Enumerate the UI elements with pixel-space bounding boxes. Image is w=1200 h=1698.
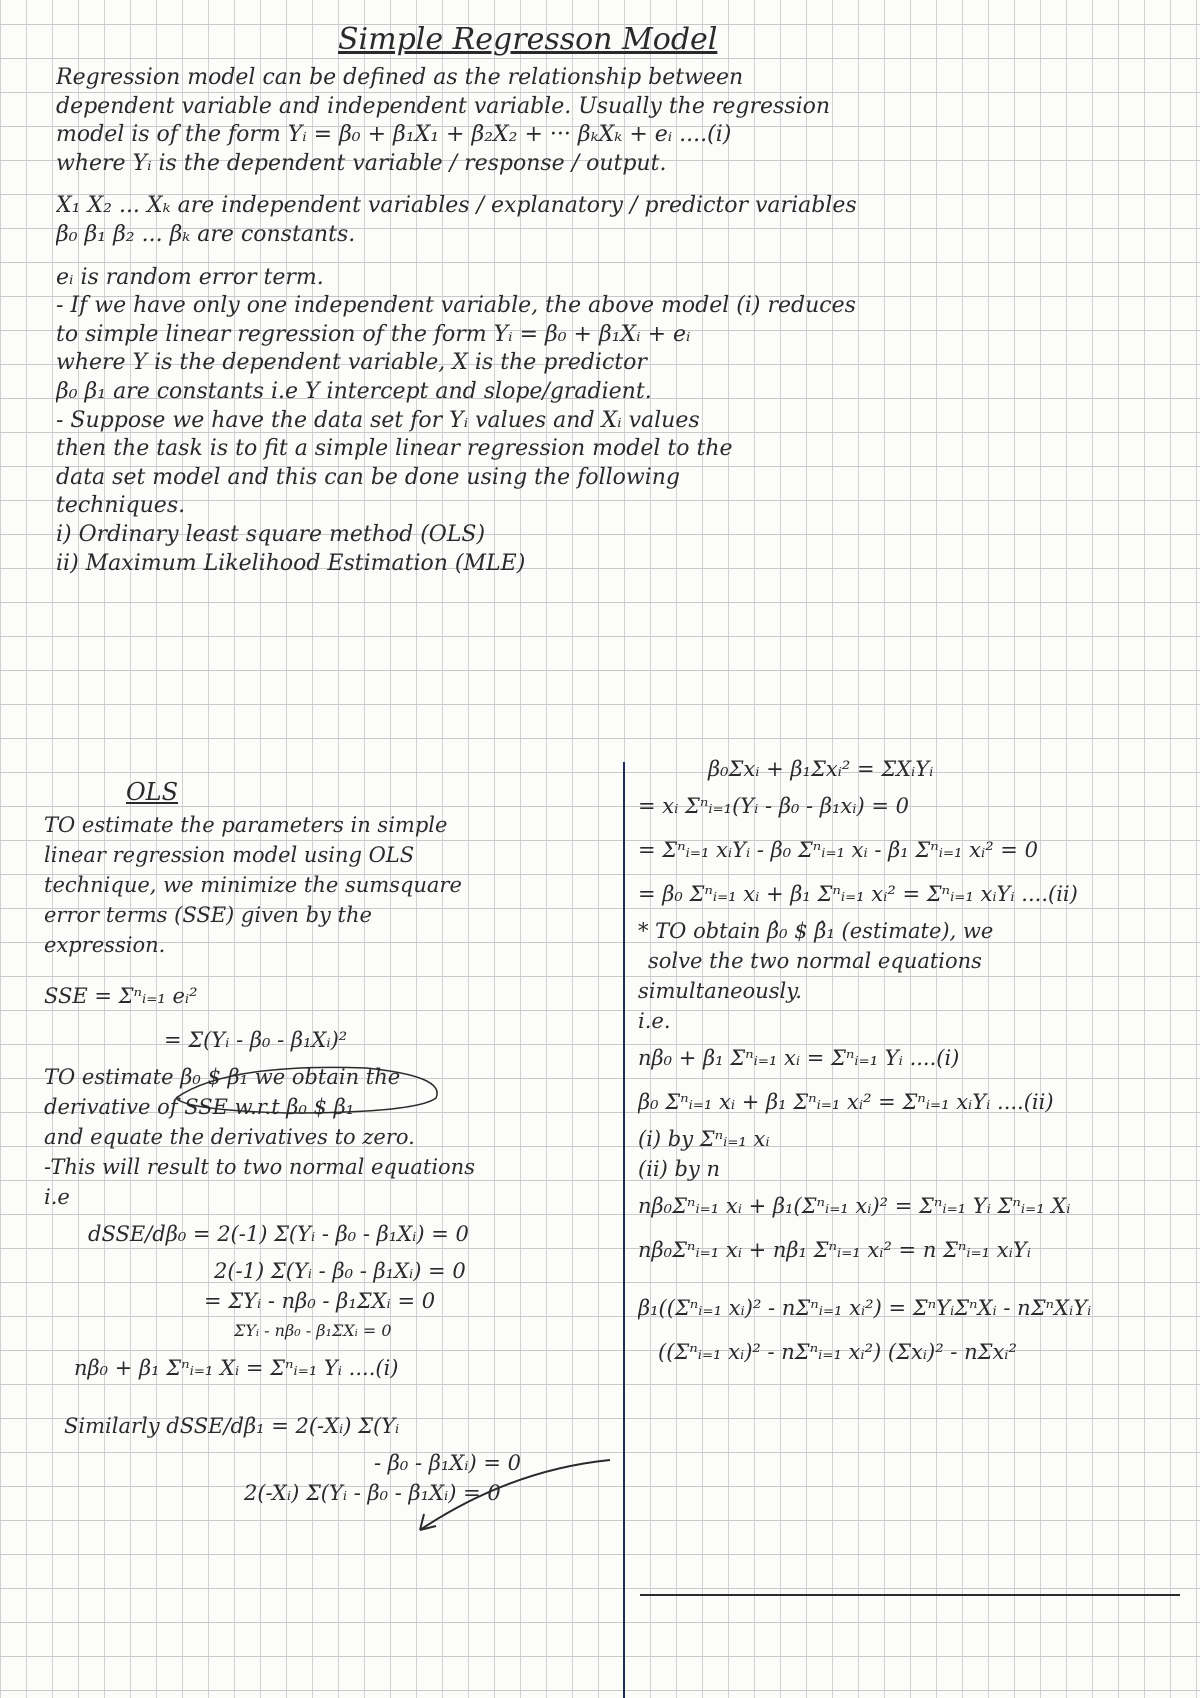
left-line: error terms (SSE) given by the: [44, 903, 372, 927]
right-line: simultaneously.: [638, 979, 802, 1003]
intro-line: - Suppose we have the data set for Yᵢ values and Xᵢ values: [56, 407, 700, 433]
left-line: derivative of SSE w.r.t β₀ $ β₁: [44, 1095, 355, 1119]
right-line: (ii) by n: [638, 1157, 721, 1181]
intro-line: data set model and this can be done using the following: [56, 464, 681, 490]
intro-line: model is of the form Yᵢ = β₀ + β₁X₁ + β₂X₂ + ··· βₖXₖ + eᵢ ....(i): [56, 122, 732, 148]
intro-section: [56, 64, 1176, 578]
intro-line: β₀ β₁ are constants i.e Y intercept and slope/gradient.: [56, 378, 652, 404]
right-line: (i) by Σⁿᵢ₌₁ xᵢ: [638, 1127, 770, 1151]
intro-line: then the task is to fit a simple linear regression model to the: [56, 436, 733, 462]
line-gap: [638, 1272, 1178, 1286]
normal-equation-1: nβ₀ + β₁ Σⁿᵢ₌₁ Xᵢ = Σⁿᵢ₌₁ Yᵢ ....(i): [74, 1356, 399, 1380]
intro-line: dependent variable and independent variable. Usually the regression: [56, 93, 831, 119]
left-line: ΣYᵢ - nβ₀ - β₁ΣXᵢ = 0: [234, 1321, 392, 1340]
line-gap: [56, 250, 1176, 264]
intro-line: ii) Maximum Likelihood Estimation (MLE): [56, 550, 526, 576]
sse-expansion: = Σ(Yᵢ - β₀ - β₁Xᵢ)²: [164, 1028, 348, 1052]
right-line: β₀ Σⁿᵢ₌₁ xᵢ + β₁ Σⁿᵢ₌₁ xᵢ² = Σⁿᵢ₌₁ xᵢYᵢ ....(ii): [638, 1090, 1054, 1114]
sse-equation: SSE = Σⁿᵢ₌₁ eᵢ²: [44, 984, 198, 1008]
intro-line: eᵢ is random error term.: [56, 264, 324, 290]
intro-line: techniques.: [56, 493, 186, 519]
column-divider: [623, 762, 625, 1698]
intro-line: - If we have only one independent variable, the above model (i) reduces: [56, 293, 856, 319]
right-line: β₀Σxᵢ + β₁Σxᵢ² = ΣXᵢYᵢ: [708, 757, 934, 781]
right-line: nβ₀Σⁿᵢ₌₁ xᵢ + nβ₁ Σⁿᵢ₌₁ xᵢ² = n Σⁿᵢ₌₁ xᵢYᵢ: [638, 1238, 1031, 1262]
beta1-numerator-line: β₁((Σⁿᵢ₌₁ xᵢ)² - nΣⁿᵢ₌₁ xᵢ²) = ΣⁿYᵢΣⁿXᵢ - nΣⁿXᵢYᵢ: [638, 1296, 1092, 1320]
left-line: and equate the derivatives to zero.: [44, 1125, 415, 1149]
left-line: TO estimate β₀ $ β₁ we obtain the: [44, 1065, 401, 1089]
ols-heading: OLS: [126, 778, 179, 806]
intro-line: to simple linear regression of the form Yᵢ = β₀ + β₁Xᵢ + eᵢ: [56, 321, 691, 347]
left-line: 2(-Xᵢ) Σ(Yᵢ - β₀ - β₁Xᵢ) = 0: [244, 1481, 501, 1505]
arrow-curve: [420, 1460, 610, 1530]
intro-line: where Yᵢ is the dependent variable / response / output.: [56, 150, 667, 176]
derivative-beta0: dSSE/dβ₀ = 2(-1) Σ(Yᵢ - β₀ - β₁Xᵢ) = 0: [88, 1222, 469, 1246]
sse-bracket-mark: [166, 1058, 456, 1118]
derivative-beta1: Similarly dSSE/dβ₁ = 2(-Xᵢ) Σ(Yᵢ: [64, 1414, 400, 1438]
fraction-rule: [640, 1594, 1180, 1596]
line-gap: [44, 960, 619, 974]
left-line: expression.: [44, 933, 166, 957]
left-line: - β₀ - β₁Xᵢ) = 0: [374, 1451, 522, 1475]
arrow-icon: [400, 1450, 620, 1540]
beta1-denominator-line: ((Σⁿᵢ₌₁ xᵢ)² - nΣⁿᵢ₌₁ xᵢ²) (Σxᵢ)² - nΣxᵢ²: [658, 1340, 1017, 1364]
intro-line: Regression model can be defined as the relationship between: [56, 65, 744, 90]
intro-line: β₀ β₁ β₂ ... βₖ are constants.: [56, 221, 356, 247]
right-line: i.e.: [638, 1009, 671, 1033]
left-line: linear regression model using OLS: [44, 843, 415, 867]
right-line: = Σⁿᵢ₌₁ xᵢYᵢ - β₀ Σⁿᵢ₌₁ xᵢ - β₁ Σⁿᵢ₌₁ xᵢ² = 0: [638, 838, 1038, 862]
right-line: solve the two normal equations: [648, 949, 982, 973]
left-line: technique, we minimize the sumsquare: [44, 873, 462, 897]
right-line: nβ₀Σⁿᵢ₌₁ xᵢ + β₁(Σⁿᵢ₌₁ xᵢ)² = Σⁿᵢ₌₁ Yᵢ Σⁿᵢ₌₁ Xᵢ: [638, 1194, 1071, 1218]
normal-equation-2: = β₀ Σⁿᵢ₌₁ xᵢ + β₁ Σⁿᵢ₌₁ xᵢ² = Σⁿᵢ₌₁ xᵢYᵢ ....(ii): [638, 882, 1078, 906]
right-line: nβ₀ + β₁ Σⁿᵢ₌₁ xᵢ = Σⁿᵢ₌₁ Yᵢ ....(i): [638, 1046, 960, 1070]
line-gap: [44, 1390, 619, 1404]
line-gap: [56, 178, 1176, 192]
left-line: TO estimate the parameters in simple: [44, 813, 448, 837]
intro-line: X₁ X₂ ... Xₖ are independent variables / explanatory / predictor variables: [56, 193, 857, 219]
page-title: Simple Regresson Model: [338, 22, 718, 57]
right-line: * TO obtain β̂₀ $ β̂₁ (estimate), we: [638, 919, 994, 943]
left-line: -This will result to two normal equations: [44, 1155, 475, 1179]
right-line: = xᵢ Σⁿᵢ₌₁(Yᵢ - β₀ - β₁xᵢ) = 0: [638, 794, 909, 818]
right-column: [638, 754, 1178, 1374]
bracket-curve: [176, 1067, 437, 1113]
intro-line: where Y is the dependent variable, X is the predictor: [56, 350, 647, 376]
left-line: = ΣYᵢ - nβ₀ - β₁ΣXᵢ = 0: [204, 1289, 436, 1313]
intro-line: i) Ordinary least square method (OLS): [56, 521, 486, 547]
left-line: i.e: [44, 1185, 70, 1209]
left-line: 2(-1) Σ(Yᵢ - β₀ - β₁Xᵢ) = 0: [214, 1259, 466, 1283]
left-column: [44, 810, 619, 1508]
